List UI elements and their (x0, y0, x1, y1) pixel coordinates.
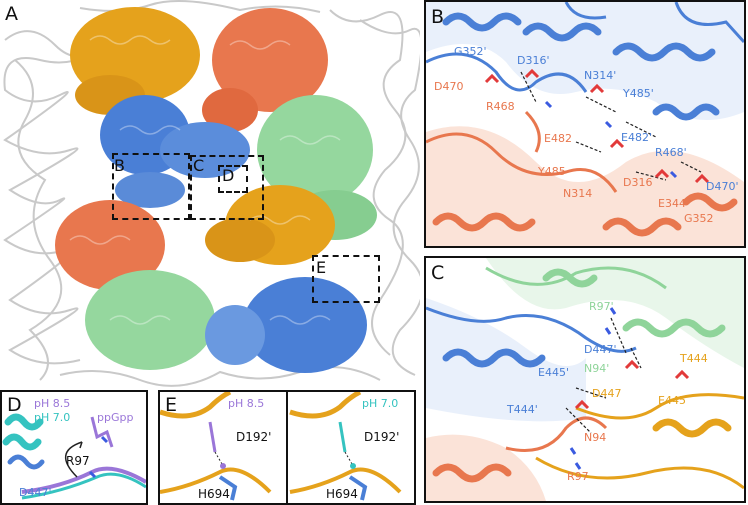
panel-c-label: C (431, 262, 445, 284)
residue-label: D192' (236, 430, 272, 444)
panel-c-structure (426, 258, 744, 501)
panel-c (424, 256, 746, 503)
panel-e-label: E (165, 394, 178, 416)
panel-d-label: D (7, 394, 22, 416)
callout-box-e-label: E (316, 258, 327, 277)
residue-label: R97 (567, 470, 589, 483)
residue-label: G352' (454, 45, 487, 58)
callout-box-d-label: D (222, 166, 235, 185)
residue-label: D316' (517, 54, 550, 67)
panel-a-label: A (5, 3, 18, 25)
legend-ph-70: pH 7.0 (362, 397, 399, 410)
residue-label: G352 (684, 212, 714, 225)
panel-a (0, 0, 420, 388)
residue-label: D470' (706, 180, 739, 193)
residue-label: E344 (658, 197, 686, 210)
panel-b-label: B (431, 6, 445, 28)
residue-label: E482 (544, 132, 572, 145)
legend-ph-85: pH 8.5 (34, 397, 71, 410)
panel-e (158, 390, 416, 505)
residue-label: N94 (584, 431, 607, 444)
residue-label: H694 (198, 487, 230, 501)
callout-box-b-label: B (114, 156, 125, 175)
residue-label: E482' (621, 131, 652, 144)
residue-label: T444' (507, 403, 538, 416)
residue-label: R468 (486, 100, 515, 113)
residue-label: R468' (655, 146, 687, 159)
ligand-label: ppGpp (97, 411, 134, 424)
residue-label: T444 (680, 352, 708, 365)
callout-box-c-label: C (193, 156, 205, 175)
legend-ph-70: pH 7.0 (34, 411, 71, 424)
residue-label: D447' (584, 343, 617, 356)
residue-label: D192' (364, 430, 400, 444)
residue-label: R97' (589, 300, 614, 313)
residue-label: D447 (592, 387, 622, 400)
residue-label: E445 (658, 394, 686, 407)
residue-label: Y485 (538, 165, 566, 178)
residue-label: H694 (326, 487, 358, 501)
panel-b (424, 0, 746, 248)
legend-ph-85: pH 8.5 (228, 397, 265, 410)
panel-d (0, 390, 148, 505)
residue-label: N314' (584, 69, 617, 82)
residue-label: R97 (66, 454, 90, 468)
residue-label: D470 (434, 80, 464, 93)
residue-label: D447' (19, 486, 52, 499)
residue-label: E445' (538, 366, 569, 379)
residue-label: D316 (623, 176, 653, 189)
residue-label: N314 (563, 187, 593, 200)
panel-b-structure (426, 2, 744, 246)
residue-label: N94' (584, 362, 610, 375)
residue-label: Y485' (623, 87, 654, 100)
